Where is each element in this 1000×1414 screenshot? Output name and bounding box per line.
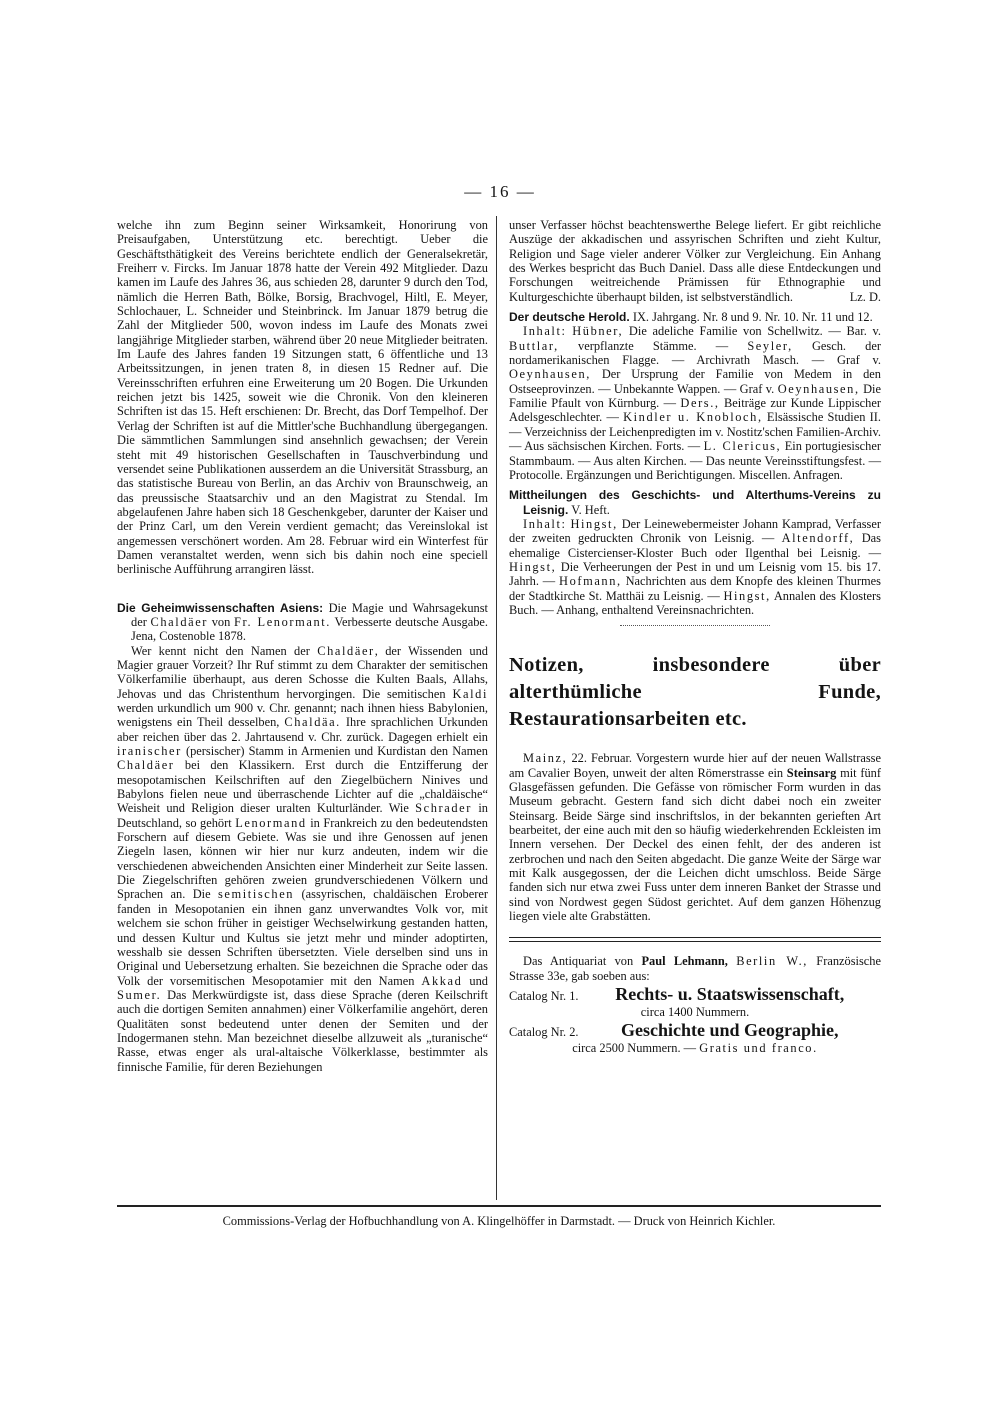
footer-rule xyxy=(117,1205,881,1207)
review-signature: Lz. D. xyxy=(849,289,881,304)
advertisement-rule xyxy=(509,937,881,942)
leisnig-entry: Mittheilungen des Geschichts- und Alterthums-Vereins zu Leisnig. V. Heft. xyxy=(509,488,881,517)
leisnig-contents: Inhalt: Hingst, Der Leinewebermeister Johann Kamprad, Verfasser der zweiten gedruckten Chronik von Leisnig. — Altendorff, Das ehemalige Cistercienser-Kloster Buch oder Ilgenthal bei Leisnig. — Hingst, Die Verheerungen der Pest in und um Leisnig vom 15. bis 17. Jahrh. — Hofmann, Nachrichten aus dem Knopfe des kleinen Thurmes der Stadtkirche St. Matthäi zu Leisnig. — Hingst, Annalen des Klosters Buch. — Anhang, enthaltend Vereinsnachrichten. xyxy=(509,516,881,617)
antiquariat-name: Paul Lehmann, xyxy=(641,954,728,969)
catalog-1-title: Rechts- u. Staatswissenschaft, xyxy=(615,984,845,1005)
notizen-heading: Notizen, insbesondere über alterthümliche Funde, Restaurationsarbeiten etc. xyxy=(509,654,881,731)
review-continuation: unser Verfasser höchst beachtenswerthe Belege liefert. Er gibt reichliche Auszüge der akkadischen und assyrischen Schriften und zieht Kultur, Religion und Sage vieler anderer Völker zur Vergleichung. Ein Anhang des Werkes bespricht das Buch Daniel. Dass alle diese Entdeckungen und Forschungen weitreichende Prämissen für Ethnographie und Kulturgeschichte überhaupt bilden, ist selbstverständlich. Lz. D. xyxy=(509,218,881,304)
catalog-2-row: Catalog Nr. 2. Geschichte und Geographie, xyxy=(509,1019,881,1041)
author-name: Fr. Lenormant. xyxy=(234,614,331,629)
section-divider xyxy=(620,625,770,630)
catalog-1-row: Catalog Nr. 1. Rechts- u. Staatswissenschaft, xyxy=(509,983,881,1005)
herold-contents: Inhalt: Hübner, Die adeliche Familie von Schellwitz. — Bar. v. Buttlar, verpflanzte Stämme. — Seyler, Gesch. der nordamerikanischen Flagge. — Archivrath Masch. — Graf v. Oeynhausen, Der Ursprung der Familie von Medem in den Ostseeprovinzen. — Unbekannte Wappen. — Graf v. Oeynhausen, Die Familie Pfault von Kürnburg. — Ders., Beiträge zur Kunde Lippischer Adelsgeschlechter. — Kindler u. Knobloch, Elsässische Studien II. — Verzeichniss der Leichenpredigten im v. Nostitz'schen Familien-Archiv. — Aus sächsischen Kirchen. Forts. — L. Clericus, Ein portugiesischer Stammbaum. — Aus alten Kirchen. — Das neunte Vereinsstiftungsfest. — Protocolle. Ergänzungen und Berichtigungen. Miscellen. Anfragen. xyxy=(509,324,882,482)
left-column xyxy=(117,218,488,1074)
column-divider xyxy=(496,216,497,1200)
antiquariat-advertisement: Das Antiquariat von Paul Lehmann, Berlin W., Französische Strasse 33e, gab soeben aus: Catalog Nr. 1. Rechts- u. Staatswissenschaft, circa 1400 Nummern. Catalog Nr. 2. Geschichte und Geographie, circa 2500 Nummern. — Gratis und franco. xyxy=(509,954,881,1056)
leisnig-title: Mittheilungen des Geschichts- und Alterthums-Vereins zu Leisnig. xyxy=(509,488,881,517)
publisher-footer: Commissions-Verlag der Hofbuchhandlung von A. Klingelhöffer in Darmstadt. — Druck von Heinrich Kichler. xyxy=(222,1214,776,1228)
mainz-report: Mainz, 22. Februar. Vorgestern wurde hier auf der neuen Wallstrasse am Cavalier Boyen, unweit der alten Römerstrasse ein Steinsarg mit fünf Glasgefässen gefunden. Die Gefässe von römischer Form wurden in das Museum gebracht. Gestern fand sich dicht dabei noch ein zweiter Steinsarg. Beide Särge sind inschriftslos, in der bekannten gerieften Art bearbeitet, der eine auch mit den so häufig wiederkehrenden Eckleisten im Innern versehen. Der Deckel des einen fehlt, der des anderen ist zerbrochen und nach den Seiten abgedacht. Die ganze Weite der Särge war mit Kalk ausgegossen, der die Leichen dicht umschloss. Beide Särge fanden sich nur etwa zwei Fuss unter dem inneren Banket der Strasse und sind von Nordwest gegen Südost gerichtet. Auf dem ganzen Höhenzug liegen viele alte Grabstätten. xyxy=(509,751,881,924)
geheimwissenschaften-title: Die Geheimwissenschaften Asiens: xyxy=(117,600,324,615)
right-column xyxy=(509,218,881,1056)
geheimwissenschaften-review: Wer kennt nicht den Namen der Chaldäer, der Wissenden und Magier grauer Vorzeit? Ihr Ruf stimmt zu dem Charakter der semitischen Völkerfamilie überhaupt, aus deren Schosse die Kulten Baals, Allahs, Jehovas und das Christenthum hervorgingen. Die semitischen Kaldi werden urkundlich um 900 v. Chr. genannt; nach ihnen hiess Babylonien, wenigstens ein Theil desselben, Chaldäa. Ihre sprachlichen Urkunden aber reichen über das 2. Jahrtausend v. Chr. zurück. Dagegen erhielt ein iranischer (persischer) Stamm in Armenien und Kurdistan den Namen Chaldäer bei den Klassikern. Erst durch die Entzifferung der mesopotamischen Keilschriften auf den Ziegelbüchern Ninives und Babylons fielen neue und überraschende Lichter auf die „chaldäische“ Weisheit und Religion dieser uralten Kulturländer. Wie Schrader in Deutschland, so gehört Lenormand in Frankreich zu den bedeutendsten Forschern auf diesem Gebiete. Was sie und ihre Genossen auf jenen Ziegeln lasen, können wir hier nur kurz andeuten, indem wir die verschiedenen abweichenden Ansichten einer Minderheit zur Seite lassen. Die Ziegelschriften gehören zweien grundverschiedenen Völkern und Sprachen an. Die semitischen (assyrischen, chaldäischen Eroberer fanden in Mesopotanien ein ihnen ganz unverwandtes Volk vor, mit welchem sie schon früher in geistiger Wechselwirkung gestanden hatten, und dessen Kultur und Kultus sie jetzt mehr und minder adoptirten, wesshalb sie dessen Schriften übersetzten. Viele derselben sind uns in Original und Uebersetzung erhalten. Sie bezeichnen die Sprache oder das Volk der vorsemitischen Mesopotamier mit den Namen Akkad und Sumer. Das Merkwürdigste ist, dass diese Sprache (deren Keilschrift auch die dortigen Semiten annahmen) einer Völkerfamilie angehört, deren Qualitäten sonst bedeutend unter denen der Semiten und der Indogermanen stehn. Man bezeichnet dieselbe allzuweit als „turanische“ Rasse, etwas enger als ural-altaische Völkerklasse, bestimmter als finnische Familie, für deren Beziehungen xyxy=(117,643,488,1074)
page-number: — 16 — xyxy=(464,182,536,201)
herold-entry: Der deutsche Herold. IX. Jahrgang. Nr. 8 und 9. Nr. 10. Nr. 11 und 12. xyxy=(509,310,873,325)
geheimwissenschaften-entry: Die Geheimwissenschaften Asiens: Die Magie und Wahrsagekunst der Chaldäer von Fr. Lenormant. Verbesserte deutsche Ausgabe. Jena, Costenoble 1878. xyxy=(117,600,489,644)
herold-title: Der deutsche Herold. xyxy=(509,310,630,325)
verein-report-paragraph: welche ihn zum Beginn seiner Wirksamkeit, Honorirung von Preisaufgaben, Unterstützung etc. berechtigt. Ueber die Geschäftsthätigkeit des Vereins berichtete endlich der Generalsekretär, Freiherr v. Fircks. Im Januar 1878 hatte der Verein 492 Mitglieder. Dazu kamen im Laufe des Jahres 36, aus schieden 28, darunter 9 durch den Tod, nämlich die Herren Bath, Bölke, Borsig, Brachvogel, Hiltl, E. Meyer, Schlochauer, L. Schneider und Steinbrinck. Im Januar 1879 betrug die Zahl der Mitglieder 500, wovon indess im Laufe des Monats zwei langjährige Mitglieder starben, während über 20 neue Mitglieder beitraten. Im Laufe des Jahres fanden 19 Sitzungen statt, 6 öffentliche und 13 Arbeitssitzungen, in jenen traten 8, in diesen 15 Redner auf. Die Vereinsschriften erfuhren eine Erweiterung um 20 Bogen. Die Urkunden reichen jetzt bis 1425, soweit wie die Chronik. Von den kleineren Schriften ist das 15. Heft erschienen: Dr. Brecht, das Dorf Tempelhof. Der Verlag der Schriften ist auf die Mittler'sche Buchhandlung übergegangen. Die sämmtlichen Sammlungen sind ansehnlich gewachsen; der Verein steht mit 49 historischen Gesellschaften in Tauschverbindung und versendet seine Publikationen ausserdem an die Universität Strassburg, an das statistische Bureau von Berlin, an das Archiv von Braunschweig, an das preussische Staatsarchiv und an den Magistrat zu Stendal. Im abgelaufenen Jahre haben sich 18 Geschenkgeber, darunter der Kaiser und der Prinz Carl, um den Verein verdient gemacht; das Vereinslokal ist angemessen verschönert worden. Am 28. Februar wird ein Winterfest für Damen veranstaltet werden, wenn sich bis dahin noch eine speciell berlinische Aufführung arrangiren lässt. xyxy=(117,218,488,577)
catalog-2-title: Geschichte und Geographie, xyxy=(621,1020,839,1041)
